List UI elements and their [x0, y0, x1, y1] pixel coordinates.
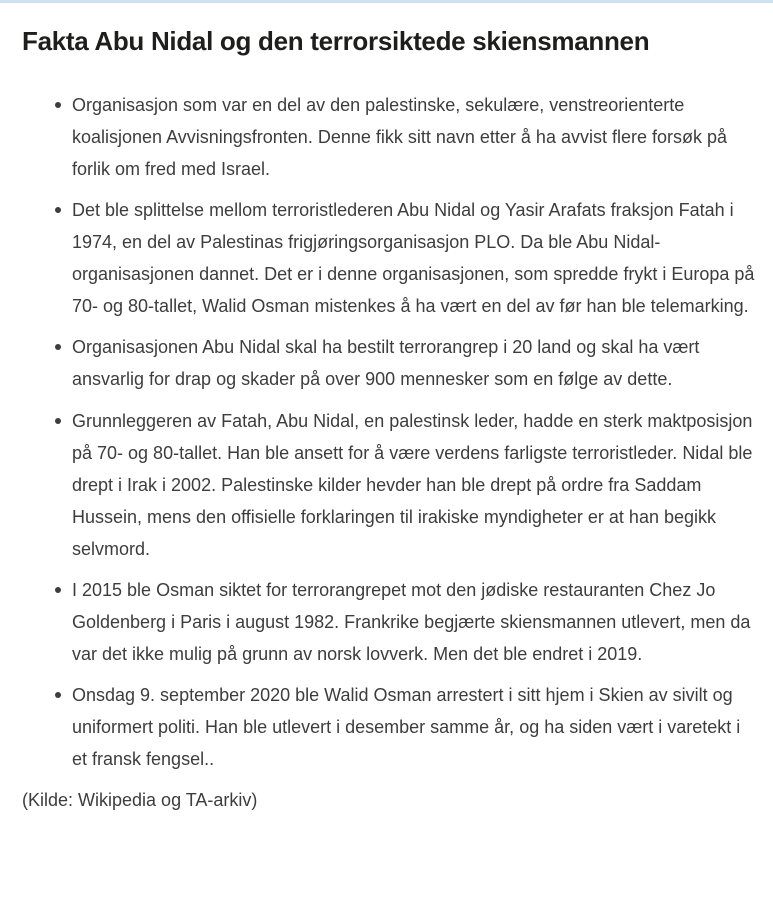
fact-item-2020-arrest: Onsdag 9. september 2020 ble Walid Osman arrestert i sitt hjem i Skien av sivilt og uniformert politi. Han ble utlevert i desember samme år, og ha siden vært i varetekt i et fransk fengsel.. [22, 679, 755, 775]
factbox [0, 24, 773, 816]
page-title: Fakta Abu Nidal og den terrorsiktede skiensmannen [22, 26, 650, 56]
fact-item-2015-charge: I 2015 ble Osman siktet for terrorangrepet mot den jødiske restauranten Chez Jo Goldenberg i Paris i august 1982. Frankrike begjærte skiensmannen utlevert, men da var det ikke mulig på grunn av norsk lovverk. Men det ble endret i 2019. [22, 574, 755, 670]
fact-item-terror-attacks: Organisasjonen Abu Nidal skal ha bestilt terrorangrep i 20 land og skal ha vært ansvarlig for drap og skader på over 900 mennesker som en følge av dette. [22, 331, 755, 395]
fact-item-split-fatah: Det ble splittelse mellom terroristlederen Abu Nidal og Yasir Arafats fraksjon Fatah i 1974, en del av Palestinas frigjøringsorganisasjon PLO. Da ble Abu Nidal-organisasjonen dannet. Det er i denne organisasjonen, som spredde frykt i Europa på 70- og 80-tallet, Walid Osman mistenkes å ha vært en del av før han ble telemarking. [22, 194, 755, 322]
fact-item-organisation: Organisasjon som var en del av den palestinske, sekulære, venstreorienterte koalisjonen Avvisningsfronten. Denne fikk sitt navn etter å ha avvist flere forsøk på forlik om fred med Israel. [22, 89, 755, 185]
source-line: (Kilde: Wikipedia og TA-arkiv) [22, 790, 258, 810]
fact-item-founder: Grunnleggeren av Fatah, Abu Nidal, en palestinsk leder, hadde en sterk maktposisjon på 70- og 80-tallet. Han ble ansett for å være verdens farligste terroristleder. Nidal ble drept i Irak i 2002. Palestinske kilder hevder han ble drept på ordre fra Saddam Hussein, mens den offisielle forklaringen til irakiske myndigheter er at han begikk selvmord. [22, 405, 755, 565]
fact-list-secondary [22, 405, 755, 775]
fact-list-primary [22, 89, 755, 395]
